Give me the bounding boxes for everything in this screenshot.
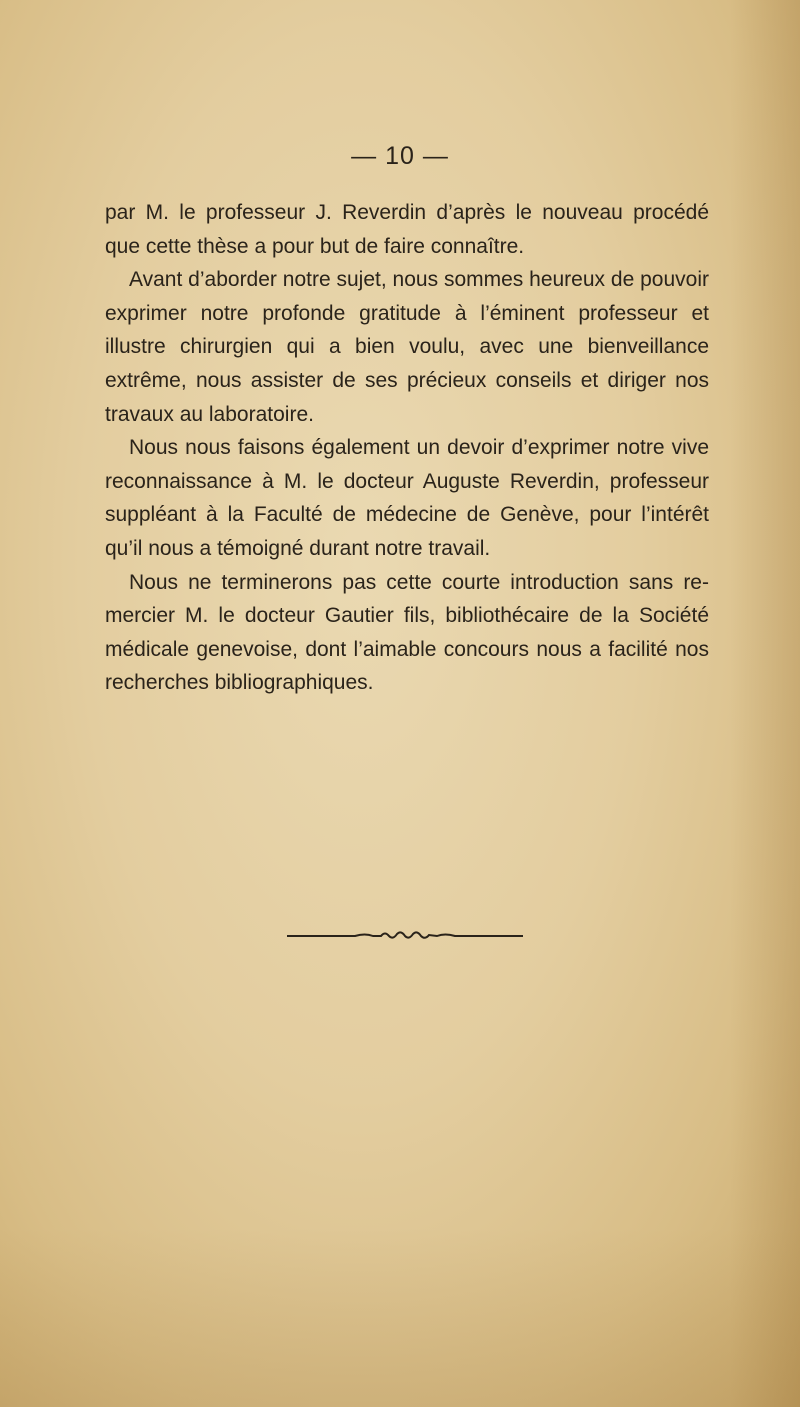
page-number: — 10 — — [351, 142, 449, 170]
paragraph-1: par M. le professeur J. Reverdin d’après le nouveau procédé que cette thèse a pour but de faire connaître. — [105, 201, 709, 258]
body-text — [105, 196, 709, 700]
paragraph-3: Nous nous faisons également un devoir d’exprimer notre vive reconnaissance à M. le docteur Auguste Reverdin, professeur suppléant à la Faculté de médecine de Genève, pour l’intérêt qu’il nous a témoigné durant notre travail. — [105, 436, 709, 560]
page-bottom-shading — [0, 1227, 800, 1407]
paragraph-2: Avant d’aborder notre sujet, nous sommes heureux de pouvoir exprimer notre profonde gratitude à l’éminent professeur et illustre chirurgien qui a bien voulu, avec une bienveillance extrême, nous assister de ses précieux conseils et diriger nos travaux au laboratoire. — [105, 268, 709, 426]
page-edge-shading — [730, 0, 800, 1407]
section-end-ornament — [285, 928, 525, 942]
paragraph-4: Nous ne terminerons pas cette courte introduction sans remercier M. le docteur Gautier fils, bibliothécaire de la Société médicale genevoise, dont l’aimable concours nous a facilité nos recherches bibliographiques. — [105, 570, 709, 695]
